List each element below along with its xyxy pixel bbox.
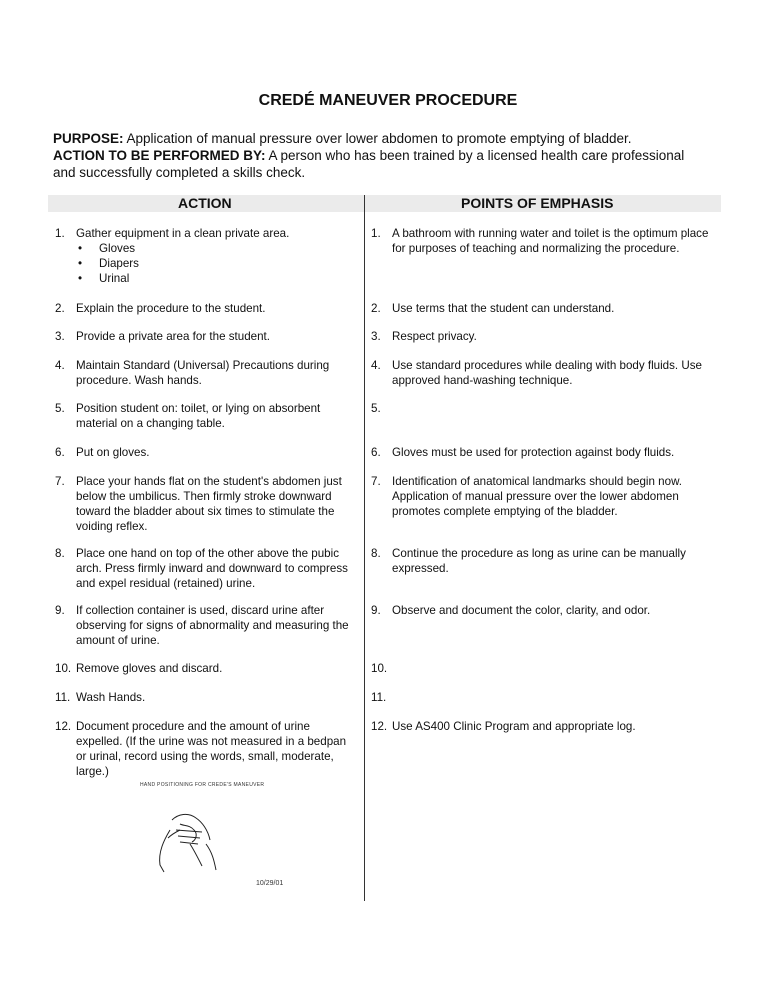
step-action: Remove gloves and discard.	[76, 662, 223, 675]
action-cell	[55, 690, 353, 705]
purpose-line	[53, 130, 733, 147]
step-action: Place your hands flat on the student's abdomen just below the umbilicus. Then firmly stroke downward toward the bladder about six times to stimulate the voiding reflex.	[76, 475, 342, 533]
step-action: If collection container is used, discard urine after observing for signs of abnormality and measuring the amount of urine.	[76, 604, 349, 647]
purpose-label: PURPOSE:	[53, 131, 124, 146]
action-cell	[55, 226, 353, 286]
step-number: 3.	[55, 330, 65, 343]
figure-caption: HAND POSITIONING FOR CREDE'S MANEUVER	[140, 782, 265, 788]
step-number: 11.	[55, 691, 71, 704]
revision-date: 10/29/01	[256, 880, 284, 887]
step-action: Position student on: toilet, or lying on absorbent material on a changing table.	[76, 402, 321, 430]
page-title: CREDÉ MANEUVER PROCEDURE	[258, 92, 518, 109]
equipment-list	[55, 241, 353, 286]
step-number: 4.	[55, 359, 65, 372]
step-number: 8.	[55, 547, 65, 560]
step-number: 9.	[55, 604, 65, 617]
emphasis-number: 6.	[371, 446, 381, 459]
emphasis-text: A bathroom with running water and toilet is the optimum place for purposes of teaching and normalizing the procedure.	[392, 227, 709, 255]
emphasis-text: Use AS400 Clinic Program and appropriate log.	[392, 720, 636, 733]
action-by-text: A person who has been trained by a licensed health care professional	[265, 148, 685, 163]
step-action: Document procedure and the amount of urine expelled. (If the urine was not measured in a bedpan or urinal, record using the words, small, moderate, large.)	[76, 720, 347, 778]
emphasis-cell	[371, 603, 716, 618]
emphasis-cell	[371, 301, 716, 316]
step-number: 12.	[55, 720, 72, 733]
emphasis-cell	[371, 401, 716, 416]
emphasis-cell	[371, 546, 716, 576]
action-by-line	[53, 147, 733, 164]
emphasis-number: 7.	[371, 475, 381, 488]
list-item: • Gloves	[76, 241, 353, 256]
step-action: Gather equipment in a clean private area.	[76, 227, 290, 240]
emphasis-cell	[371, 690, 716, 705]
step-action: Place one hand on top of the other above the pubic arch. Press firmly inward and downward to compress and expel residual (retained) urine.	[76, 547, 348, 590]
purpose-text: Application of manual pressure over lower abdomen to promote emptying of bladder.	[123, 131, 632, 146]
hand-positioning-illustration	[150, 800, 230, 875]
step-action: Put on gloves.	[76, 446, 150, 459]
step-action: Maintain Standard (Universal) Precautions during procedure. Wash hands.	[76, 359, 330, 387]
action-cell	[55, 301, 353, 316]
emphasis-number: 2.	[371, 302, 381, 315]
emphasis-cell	[371, 719, 716, 734]
step-number: 6.	[55, 446, 65, 459]
action-by-line-2: and successfully completed a skills check.	[53, 165, 306, 180]
emphasis-cell	[371, 358, 716, 388]
emphasis-number: 10.	[371, 662, 388, 675]
step-action: Provide a private area for the student.	[76, 330, 270, 343]
column-header-action: ACTION	[178, 195, 232, 211]
action-cell	[55, 358, 353, 388]
emphasis-cell	[371, 661, 716, 676]
purpose-block	[53, 130, 733, 181]
action-cell	[55, 401, 353, 431]
action-cell	[55, 474, 353, 534]
emphasis-number: 8.	[371, 547, 381, 560]
emphasis-cell	[371, 226, 716, 256]
emphasis-number: 9.	[371, 604, 381, 617]
emphasis-cell	[371, 445, 716, 460]
emphasis-text: Continue the procedure as long as urine can be manually expressed.	[392, 547, 686, 575]
list-item: • Urinal	[76, 271, 353, 286]
step-number: 10.	[55, 662, 72, 675]
column-divider	[364, 195, 365, 901]
step-action: Explain the procedure to the student.	[76, 302, 266, 315]
step-number: 5.	[55, 402, 65, 415]
emphasis-text: Use standard procedures while dealing with body fluids. Use approved hand-washing technique.	[392, 359, 702, 387]
emphasis-number: 5.	[371, 402, 381, 415]
action-cell	[55, 661, 353, 676]
emphasis-number: 1.	[371, 227, 381, 240]
action-cell	[55, 445, 353, 460]
step-number: 1.	[55, 227, 65, 240]
list-item: • Diapers	[76, 256, 353, 271]
emphasis-text: Respect privacy.	[392, 330, 477, 343]
emphasis-number: 11.	[371, 691, 387, 704]
step-number: 2.	[55, 302, 65, 315]
action-cell	[55, 546, 353, 591]
emphasis-text: Observe and document the color, clarity, and odor.	[392, 604, 651, 617]
step-number: 7.	[55, 475, 65, 488]
step-action: Wash Hands.	[76, 691, 146, 704]
emphasis-number: 4.	[371, 359, 381, 372]
emphasis-cell	[371, 474, 716, 519]
table-header-band	[48, 195, 721, 212]
action-cell	[55, 719, 353, 779]
action-by-label: ACTION TO BE PERFORMED BY:	[53, 148, 266, 163]
emphasis-number: 3.	[371, 330, 381, 343]
emphasis-cell	[371, 329, 716, 344]
emphasis-number: 12.	[371, 720, 388, 733]
emphasis-text: Use terms that the student can understand.	[392, 302, 615, 315]
action-cell	[55, 603, 353, 648]
emphasis-text: Identification of anatomical landmarks should begin now. Application of manual pressure over the lower abdomen promotes complete emptying of the bladder.	[392, 475, 683, 518]
action-cell	[55, 329, 353, 344]
emphasis-text: Gloves must be used for protection against body fluids.	[392, 446, 675, 459]
column-header-emphasis: POINTS OF EMPHASIS	[461, 195, 614, 211]
